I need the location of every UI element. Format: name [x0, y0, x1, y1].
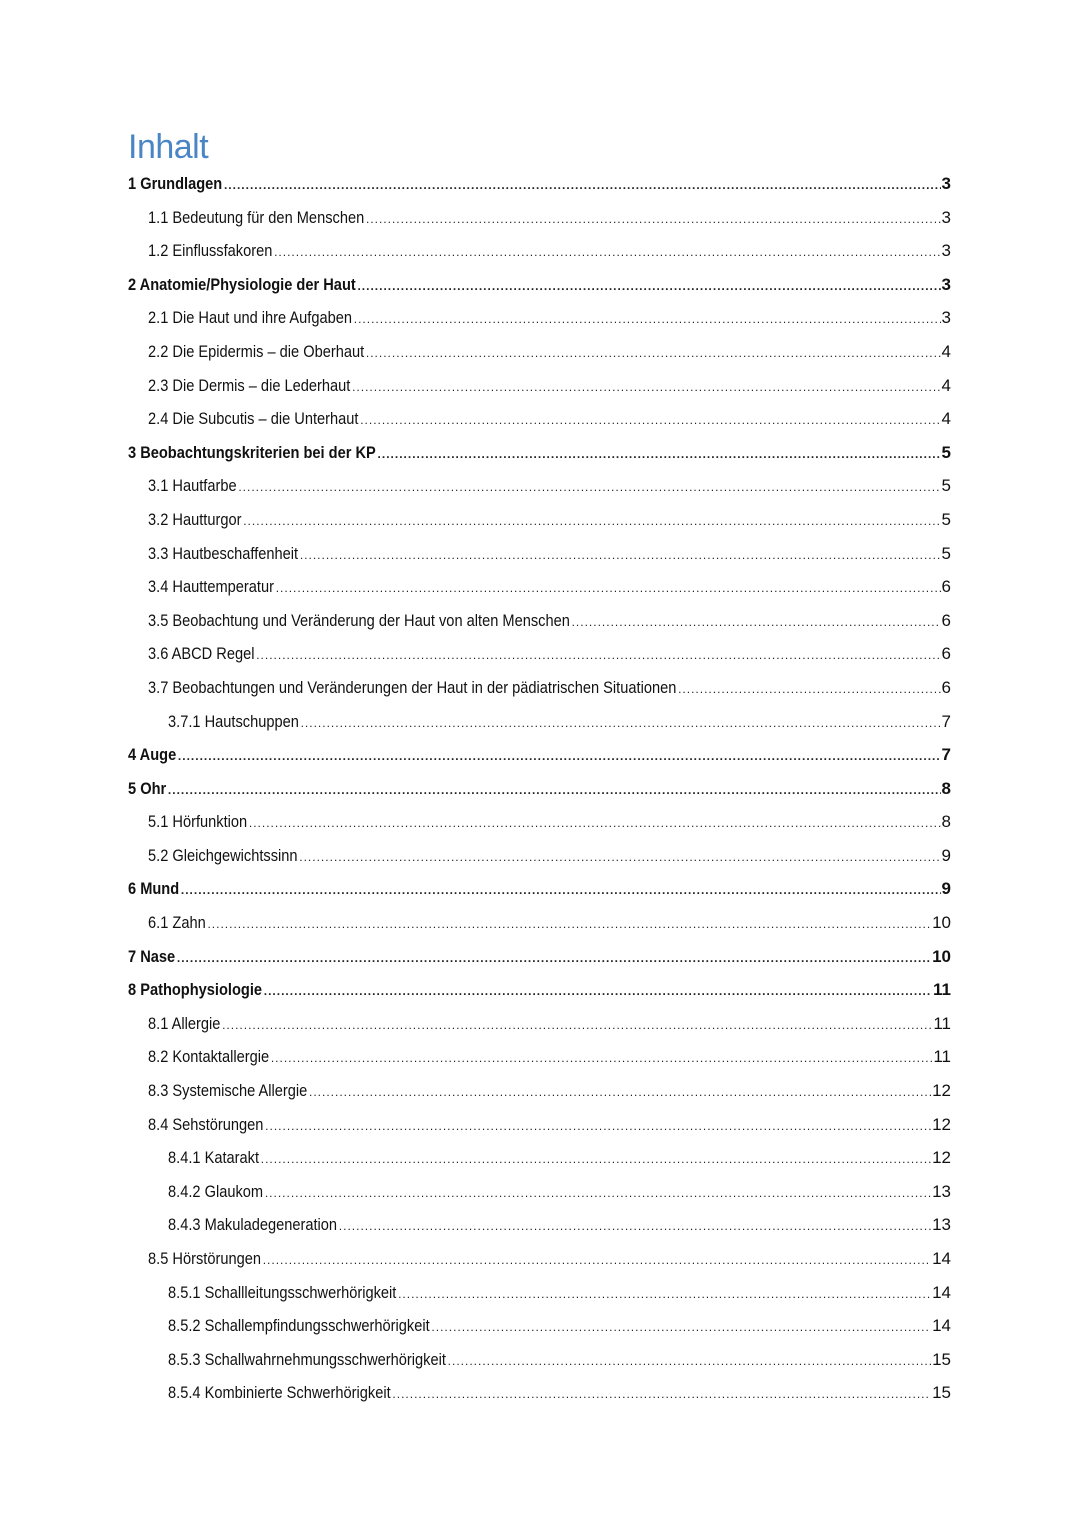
- dot-leader: [309, 1076, 931, 1110]
- toc-entry[interactable]: [128, 637, 951, 671]
- toc-entry[interactable]: [128, 402, 951, 436]
- toc-entry[interactable]: [128, 335, 951, 369]
- toc-entry-label: 3.7 Beobachtungen und Veränderungen der Haut in der pädiatrischen Situationen: [148, 677, 677, 697]
- toc-entry[interactable]: [128, 167, 951, 201]
- dot-leader: [265, 1110, 931, 1144]
- toc-entry-page-number: 6: [941, 610, 951, 630]
- toc-entry-label: 7 Nase: [128, 946, 176, 966]
- dot-leader: [178, 740, 941, 774]
- toc-entry[interactable]: [128, 1309, 951, 1343]
- toc-entry[interactable]: [128, 671, 951, 705]
- dot-leader: [276, 572, 941, 606]
- toc-entry[interactable]: [128, 301, 951, 335]
- toc-entry-label: 3.7.1 Hautschuppen: [168, 711, 299, 731]
- toc-entry[interactable]: [128, 1108, 951, 1142]
- toc-entry-label: 8 Pathophysiologie: [128, 980, 263, 1000]
- toc-entry-label: 8.5.1 Schallleitungsschwerhörigkeit: [168, 1282, 397, 1302]
- toc-entry-label: 1.1 Bedeutung für den Menschen: [148, 207, 365, 227]
- toc-entry[interactable]: [128, 1208, 951, 1242]
- dot-leader: [238, 471, 940, 505]
- toc-entry-label: 8.3 Systemische Allergie: [148, 1081, 308, 1101]
- dot-leader: [222, 1009, 932, 1043]
- dot-leader: [572, 606, 941, 640]
- toc-entry-label: 3 Beobachtungskriterien bei der KP: [128, 442, 376, 462]
- toc-entry[interactable]: [128, 940, 951, 974]
- toc-entry-label: 3.1 Hautfarbe: [148, 476, 237, 496]
- toc-entry-page-number: 11: [933, 980, 951, 1000]
- toc-entry-label: 8.1 Allergie: [148, 1013, 221, 1033]
- toc-entry[interactable]: [128, 1343, 951, 1377]
- toc-entry-label: 1 Grundlagen: [128, 174, 223, 193]
- toc-entry-label: 8.4.3 Makuladegeneration: [168, 1215, 338, 1235]
- dot-leader: [366, 337, 941, 371]
- toc-entry[interactable]: [128, 268, 951, 302]
- toc-entry-label: 1.2 Einflussfakoren: [148, 241, 273, 261]
- dot-leader: [339, 1210, 931, 1244]
- toc-entry-page-number: 10: [932, 946, 951, 966]
- toc-entry-page-number: 5: [941, 509, 951, 529]
- toc-entry[interactable]: [128, 1276, 951, 1310]
- toc-entry-label: 5.1 Hörfunktion: [148, 812, 248, 832]
- toc-entry[interactable]: [128, 436, 951, 470]
- dot-leader: [264, 975, 932, 1009]
- toc-entry-page-number: 4: [941, 409, 951, 429]
- toc-entry-page-number: 9: [941, 845, 951, 865]
- dot-leader: [256, 639, 940, 673]
- dot-leader: [352, 371, 940, 405]
- dot-leader: [357, 270, 940, 304]
- toc-entry-page-number: 14: [932, 1316, 951, 1336]
- dot-leader: [301, 707, 941, 741]
- toc-entry-page-number: 6: [941, 677, 951, 697]
- toc-entry-page-number: 3: [941, 174, 951, 193]
- toc-entry-page-number: 14: [932, 1282, 951, 1302]
- toc-entry-page-number: 13: [932, 1181, 951, 1201]
- toc-entry-label: 6 Mund: [128, 879, 180, 899]
- toc-entry[interactable]: [128, 503, 951, 537]
- toc-entry-label: 3.2 Hautturgor: [148, 509, 242, 529]
- toc-entry-label: 2.2 Die Epidermis – die Oberhaut: [148, 341, 365, 361]
- dot-leader: [354, 303, 941, 337]
- toc-entry-page-number: 3: [941, 241, 951, 261]
- dot-leader: [265, 1177, 931, 1211]
- toc-entry-label: 8.5.4 Kombinierte Schwerhörigkeit: [168, 1383, 391, 1403]
- toc-entry[interactable]: [128, 906, 951, 940]
- toc-entry-page-number: 6: [941, 577, 951, 597]
- toc-entry-page-number: 3: [941, 207, 951, 227]
- toc-entry-label: 8.5.3 Schallwahrnehmungsschwerhörigkeit: [168, 1349, 446, 1369]
- toc-entry[interactable]: [128, 705, 951, 739]
- toc-entry-page-number: 4: [941, 375, 951, 395]
- toc-entry-page-number: 9: [941, 879, 951, 899]
- dot-leader: [392, 1378, 931, 1412]
- dot-leader: [263, 1244, 931, 1278]
- toc-entry-label: 6.1 Zahn: [148, 913, 206, 933]
- toc-entry-label: 3.3 Hautbeschaffenheit: [148, 543, 299, 563]
- dot-leader: [378, 438, 941, 472]
- toc-entry-label: 8.4 Sehstörungen: [148, 1114, 264, 1134]
- toc-entry[interactable]: [128, 805, 951, 839]
- toc-entry[interactable]: [128, 201, 951, 235]
- dot-leader: [168, 774, 941, 808]
- toc-entry-label: 2 Anatomie/Physiologie der Haut: [128, 274, 356, 294]
- toc-entry-label: 2.4 Die Subcutis – die Unterhaut: [148, 409, 359, 429]
- toc-entry-page-number: 15: [932, 1349, 951, 1369]
- toc-entry[interactable]: [128, 1141, 951, 1175]
- toc-entry-page-number: 15: [932, 1383, 951, 1403]
- toc-entry[interactable]: [128, 839, 951, 873]
- dot-leader: [249, 807, 941, 841]
- toc-entry-page-number: 5: [941, 476, 951, 496]
- toc-entry-page-number: 7: [941, 745, 951, 765]
- toc-entry-page-number: 5: [941, 543, 951, 563]
- table-of-contents: [128, 167, 951, 1410]
- dot-leader: [431, 1311, 931, 1345]
- dot-leader: [300, 539, 941, 573]
- toc-entry-page-number: 13: [932, 1215, 951, 1235]
- dot-leader: [366, 203, 941, 237]
- toc-entry-page-number: 4: [941, 341, 951, 361]
- toc-entry-label: 5.2 Gleichgewichtssinn: [148, 845, 298, 865]
- dot-leader: [224, 169, 941, 203]
- toc-entry-page-number: 14: [932, 1249, 951, 1268]
- toc-entry-label: 2.1 Die Haut und ihre Aufgaben: [148, 308, 353, 328]
- dot-leader: [360, 404, 940, 438]
- dot-leader: [261, 1143, 931, 1177]
- toc-entry-page-number: 11: [933, 1047, 951, 1067]
- toc-entry-page-number: 3: [941, 308, 951, 328]
- toc-entry-label: 3.5 Beobachtung und Veränderung der Haut von alten Menschen: [148, 610, 570, 630]
- toc-entry-label: 8.4.1 Katarakt: [168, 1148, 260, 1168]
- dot-leader: [181, 874, 941, 908]
- dot-leader: [299, 841, 940, 875]
- toc-entry[interactable]: [128, 973, 951, 1007]
- dot-leader: [678, 673, 940, 707]
- toc-title: Inhalt: [128, 128, 209, 166]
- toc-entry[interactable]: [128, 369, 951, 403]
- toc-entry[interactable]: [128, 772, 951, 806]
- dot-leader: [207, 908, 931, 942]
- dot-leader: [398, 1278, 931, 1312]
- toc-entry-label: 2.3 Die Dermis – die Lederhaut: [148, 375, 351, 395]
- toc-entry[interactable]: [128, 1376, 951, 1410]
- toc-entry[interactable]: [128, 1074, 951, 1108]
- toc-entry-page-number: 8: [941, 778, 951, 798]
- toc-entry-page-number: 11: [933, 1013, 951, 1033]
- toc-entry-page-number: 12: [932, 1081, 951, 1101]
- toc-entry-label: 8.4.2 Glaukom: [168, 1181, 264, 1201]
- toc-entry-label: 8.2 Kontaktallergie: [148, 1047, 270, 1067]
- toc-entry[interactable]: [128, 469, 951, 503]
- toc-entry-label: 8.5.2 Schallempfindungsschwerhörigkeit: [168, 1316, 430, 1336]
- toc-entry[interactable]: [128, 570, 951, 604]
- toc-entry-page-number: 3: [941, 274, 951, 294]
- dot-leader: [271, 1042, 933, 1076]
- toc-entry[interactable]: [128, 234, 951, 268]
- toc-entry-page-number: 12: [932, 1148, 951, 1168]
- toc-entry-page-number: 8: [941, 812, 951, 832]
- toc-entry[interactable]: [128, 1040, 951, 1074]
- toc-entry[interactable]: [128, 1242, 951, 1276]
- toc-entry-page-number: 5: [941, 442, 951, 462]
- dot-leader: [177, 942, 931, 976]
- dot-leader: [448, 1345, 931, 1379]
- toc-entry-label: 3.6 ABCD Regel: [148, 644, 255, 664]
- toc-entry[interactable]: [128, 872, 951, 906]
- toc-entry-label: 8.5 Hörstörungen: [148, 1249, 261, 1268]
- toc-entry[interactable]: [128, 1175, 951, 1209]
- toc-entry-label: 4 Auge: [128, 745, 177, 765]
- toc-entry-page-number: 6: [941, 644, 951, 664]
- toc-entry[interactable]: [128, 604, 951, 638]
- toc-entry-page-number: 12: [932, 1114, 951, 1134]
- dot-leader: [274, 236, 940, 270]
- toc-entry-page-number: 7: [941, 711, 951, 731]
- toc-entry[interactable]: [128, 537, 951, 571]
- toc-entry[interactable]: [128, 1007, 951, 1041]
- dot-leader: [243, 505, 940, 539]
- toc-entry-label: 3.4 Hauttemperatur: [148, 577, 274, 597]
- toc-entry[interactable]: [128, 738, 951, 772]
- toc-entry-page-number: 10: [932, 913, 951, 933]
- toc-entry-label: 5 Ohr: [128, 778, 167, 798]
